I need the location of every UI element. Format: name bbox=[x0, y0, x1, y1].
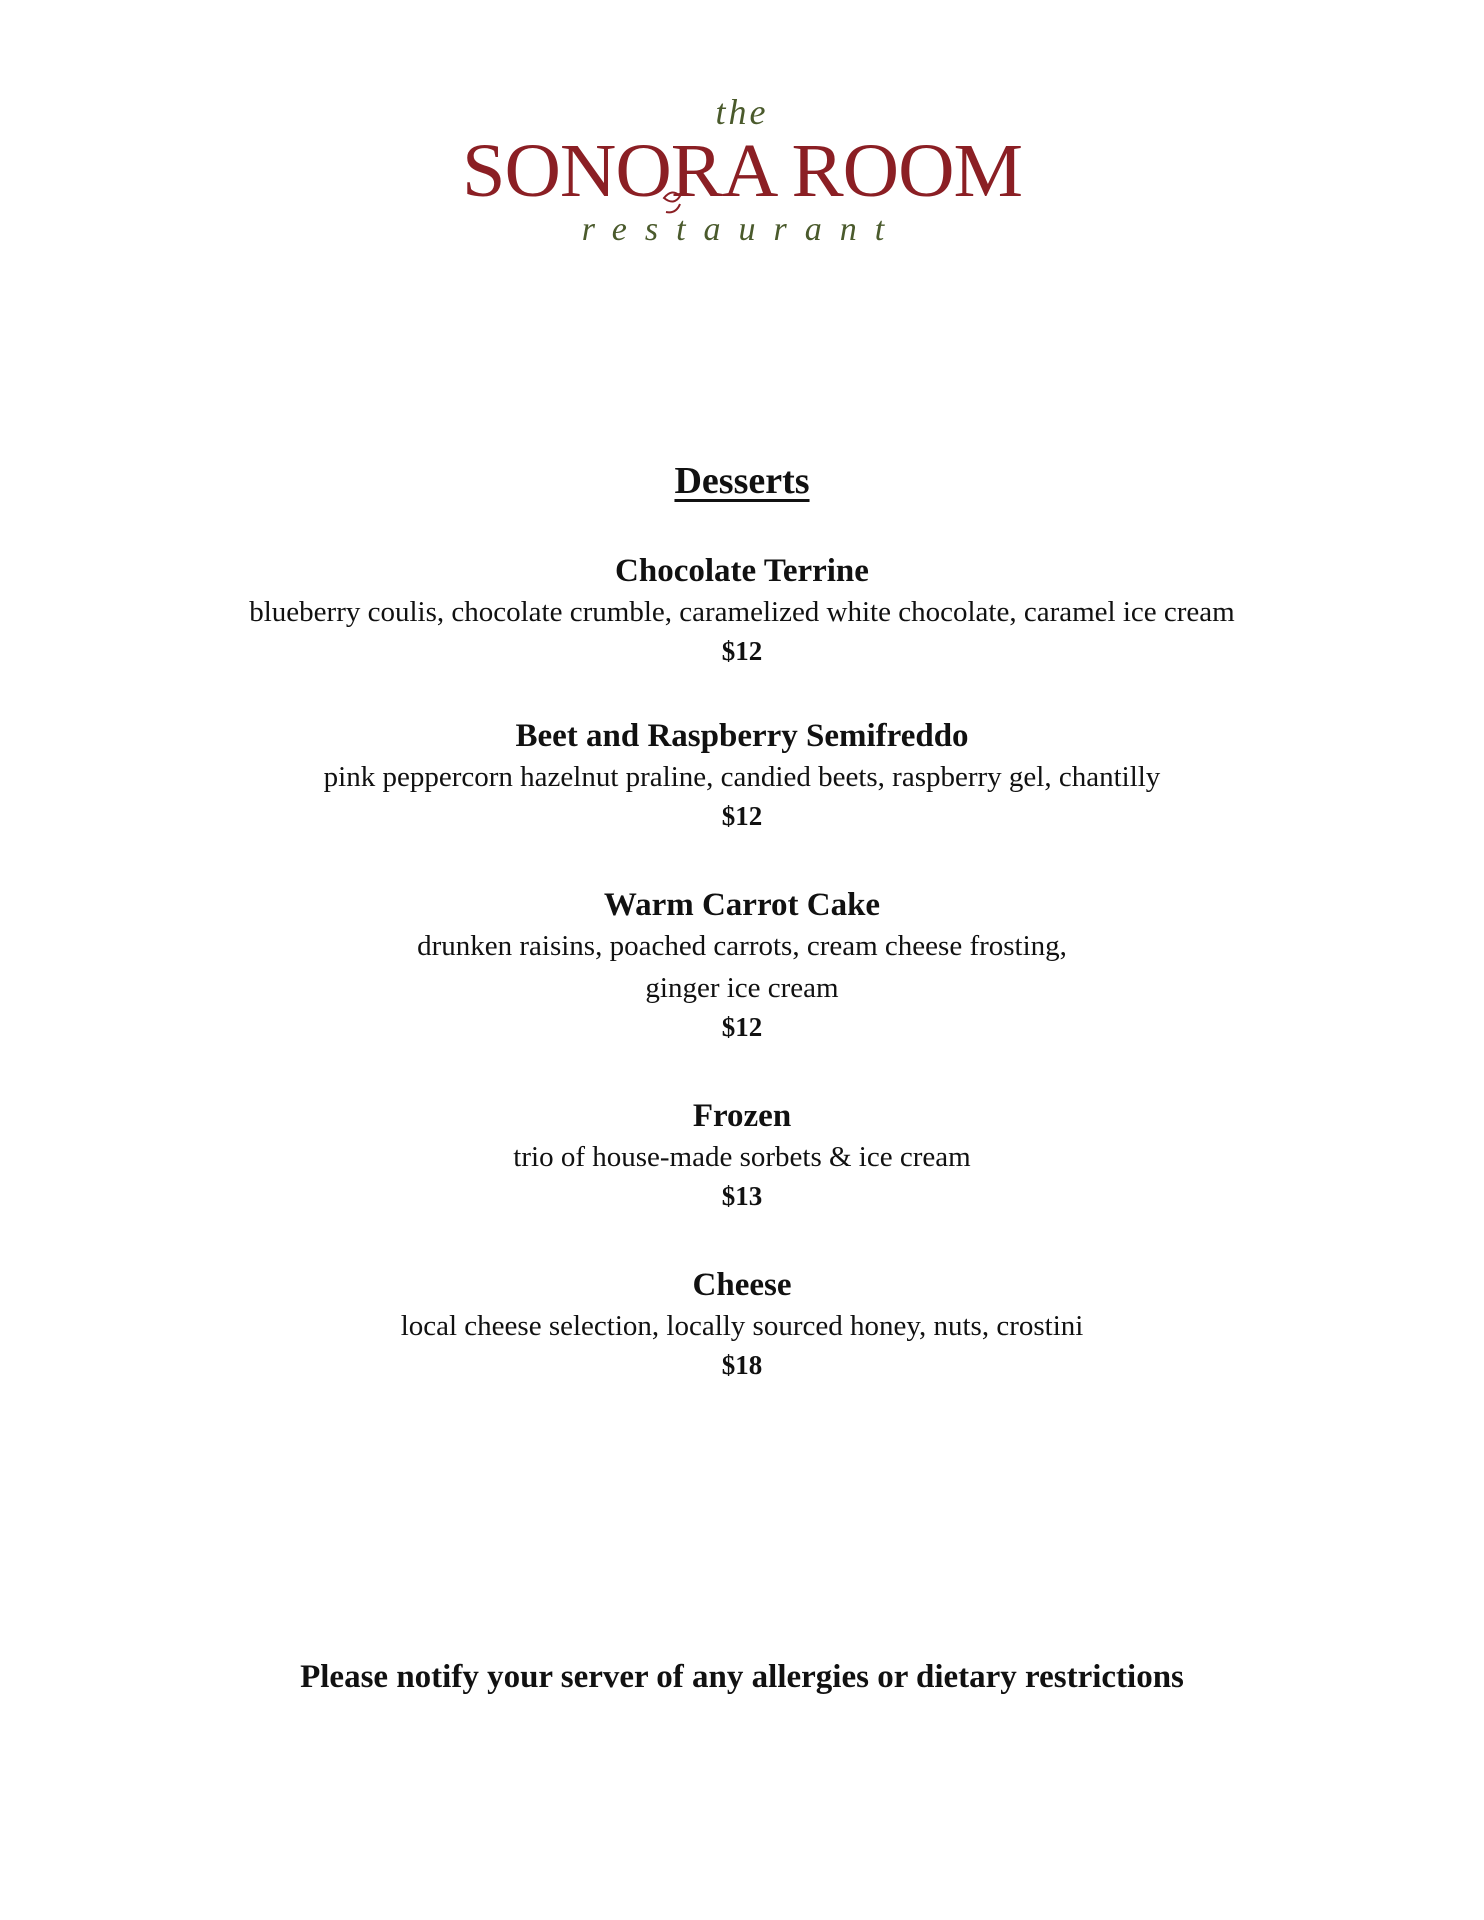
allergy-notice: Please notify your server of any allergies or dietary restrictions bbox=[300, 1659, 1184, 1695]
menu-item bbox=[0, 716, 1484, 834]
menu-item bbox=[0, 885, 1484, 1045]
item-price: $18 bbox=[721, 1350, 763, 1380]
item-description-line: ginger ice cream bbox=[645, 972, 839, 1004]
logo-the: the bbox=[715, 92, 769, 132]
item-description: local cheese selection, locally sourced honey, nuts, crostini bbox=[400, 1310, 1084, 1342]
menu-item bbox=[0, 1096, 1484, 1214]
item-name: Cheese bbox=[692, 1267, 792, 1303]
menu-item bbox=[0, 551, 1484, 669]
logo-restaurant: restaurant bbox=[581, 211, 903, 248]
item-name: Frozen bbox=[692, 1098, 792, 1134]
item-description-line: drunken raisins, poached carrots, cream cheese frosting, bbox=[417, 930, 1067, 962]
sonora-room-logo bbox=[452, 88, 1032, 248]
item-description: blueberry coulis, chocolate crumble, caramelized white chocolate, caramel ice cream bbox=[249, 596, 1235, 628]
item-price: $12 bbox=[721, 801, 763, 831]
menu-item bbox=[0, 1265, 1484, 1383]
item-name: Beet and Raspberry Semifreddo bbox=[515, 718, 969, 754]
item-price: $13 bbox=[721, 1181, 763, 1211]
logo-sonora-room: SONORA ROOM bbox=[462, 129, 1022, 213]
item-price: $12 bbox=[721, 636, 763, 666]
item-name: Warm Carrot Cake bbox=[603, 887, 881, 923]
item-description: pink peppercorn hazelnut praline, candied beets, raspberry gel, chantilly bbox=[323, 761, 1161, 793]
section-title: Desserts bbox=[674, 460, 810, 502]
item-name: Chocolate Terrine bbox=[615, 553, 869, 589]
item-description: trio of house-made sorbets & ice cream bbox=[513, 1141, 971, 1173]
restaurant-logo bbox=[452, 88, 1032, 248]
item-price: $12 bbox=[721, 1012, 763, 1042]
